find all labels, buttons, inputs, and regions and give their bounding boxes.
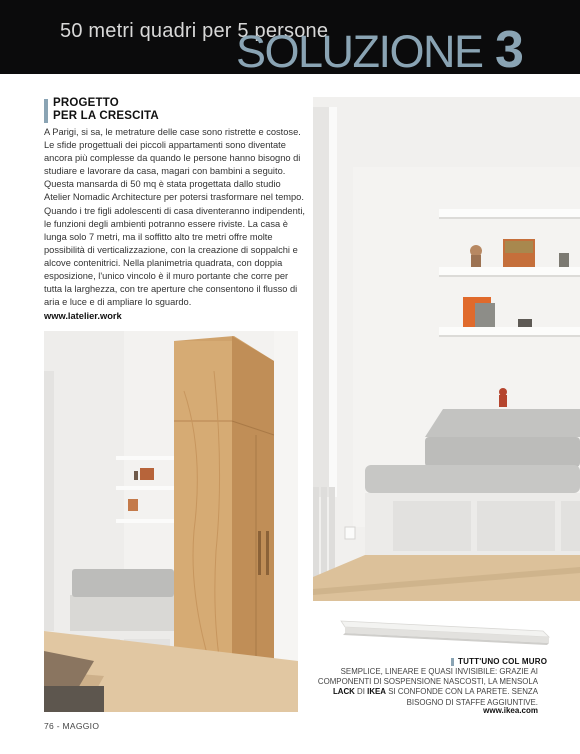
article-title-line1: PROGETTO (53, 97, 119, 109)
section-accent-bar (44, 99, 48, 123)
article-link[interactable]: www.latelier.work (44, 311, 122, 321)
article-body: A Parigi, si sa, le metrature delle case sono ristrette e costose. Le sfide progettuali dei piccoli appartamenti sono diventate ancora più complesse da quando le persone hanno bisogno di studiare e lavorare da casa, magari con bambini a seguito. Questa mansarda di 50 mq è stata progettata dallo studio Atelier Nomadic Architecture per potersi trasformare nel tempo. Quando i tre figli adolescenti di casa diventeranno indipendenti, le funzioni degli ambienti potranno essere riviste. La casa è lunga solo 7 metri, ma il soffitto alto tre metri offre molte possibilità di verticalizzazione, con la creazione di soppalchi e alcove contenitrici. Nella planimetria quadrata, con doppia esposizione, l'unico vincolo è il muro portante che corre per tutta la larghezza, con tre aperture che consentono il flusso di aria e luce e di ampliare lo sguardo. (44, 127, 306, 308)
article-title (53, 97, 253, 123)
wardrobe-photo (44, 331, 298, 712)
alcove-photo (313, 97, 580, 601)
shelf-icon (333, 615, 555, 655)
wardrobe-photo-illustration (44, 331, 298, 712)
solution-number: 3 (495, 21, 524, 79)
caption-brand: IKEA (367, 687, 386, 697)
caption-text-3: SI CONFONDE CON LA PARETE. SENZA BISOGNO DI STAFFE AGGIUNTIVE. (386, 687, 538, 707)
alcove-photo-illustration (313, 97, 580, 601)
caption-text-1: SEMPLICE, LINEARE E QUASI INVISIBILE: GRAZIE AI COMPONENTI DI SOSPENSIONE NASCOSTI, LA MENSOLA (317, 667, 538, 687)
caption-body (308, 667, 538, 708)
lack-shelf-image (333, 615, 555, 655)
caption-text-2: DI (354, 687, 368, 697)
article-title-line2: PER LA CRESCITA (53, 110, 159, 122)
solution-heading: SOLUZIONE (236, 26, 483, 77)
header-subtitle: 50 metri quadri per 5 persone (60, 20, 329, 42)
caption-link[interactable]: www.ikea.com (483, 706, 538, 715)
caption-accent-bar (451, 658, 454, 666)
page-footer: 76 - MAGGIO (44, 721, 100, 731)
caption-title: TUTT'UNO COL MURO (458, 657, 548, 666)
page-header (0, 0, 580, 79)
caption-product: LACK (332, 687, 355, 697)
